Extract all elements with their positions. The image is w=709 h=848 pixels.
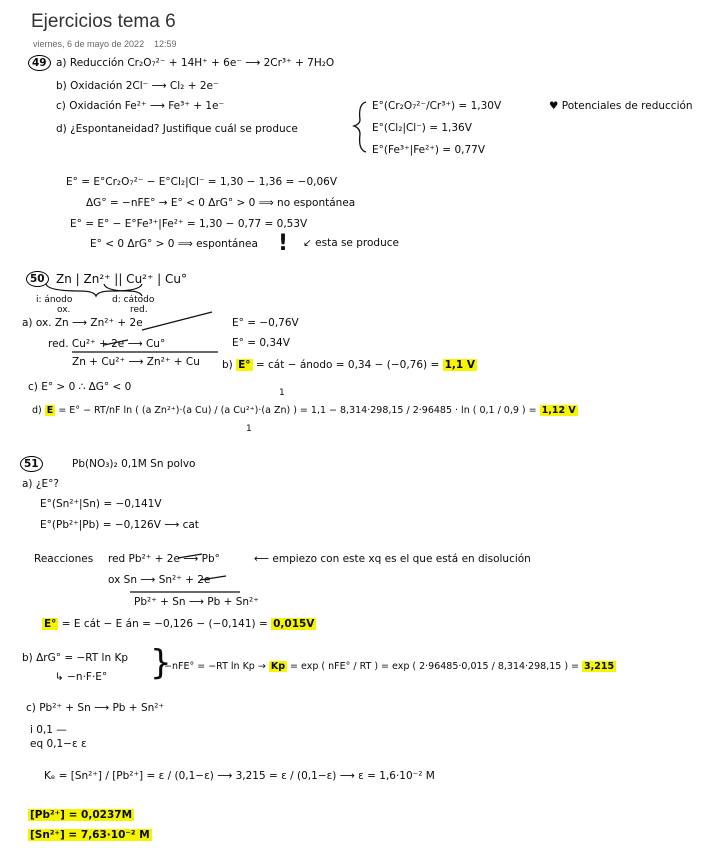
p50-oxidation: a) ox. Zn ⟶ Zn²⁺ + 2e	[22, 317, 143, 329]
crossout-ox-electrons	[142, 312, 212, 330]
p51-ice-equilibrium: eq 0,1−ε ε	[30, 738, 87, 750]
p49-part-c: c) Oxidación Fe²⁺ ⟶ Fe³⁺ + 1e⁻	[56, 100, 225, 112]
p49-calc-3: E° = E° − E°Fe³⁺|Fe²⁺ = 1,30 − 0,77 = 0,53V	[70, 218, 308, 230]
p50-subscript: 1	[246, 424, 252, 434]
page-title: Ejercicios tema 6	[31, 11, 176, 32]
p51-part-b-2: ↳ −n·F·E°	[55, 671, 108, 683]
p50-part-d-result: 1,12 V	[541, 405, 576, 416]
p49-potential-3: E°(Fe³⁺|Fe²⁺) = 0,77V	[372, 144, 486, 156]
p49-calc-1: E° = E°Cr₂O₇²⁻ − E°Cl₂|Cl⁻ = 1,30 − 1,36 = −0,06V	[66, 176, 338, 188]
p49-part-b: b) Oxidación 2Cl⁻ ⟶ Cl₂ + 2e⁻	[56, 80, 219, 92]
p50-reduction: red. Cu²⁺ + 2e ⟶ Cu°	[48, 338, 166, 350]
anode-brace	[46, 284, 142, 296]
p51-potential-pb: E°(Pb²⁺|Pb) = −0,126V ⟶ cat	[40, 519, 199, 531]
p49-calc-2: ΔG° = −nFE° → E° < 0 ΔrG° > 0 ⟹ no espontánea	[86, 197, 356, 209]
p51-reduction: red Pb²⁺ + 2e ⟶ Pb°	[108, 553, 220, 565]
p51-potential-sn: E°(Sn²⁺|Sn) = −0,141V	[40, 498, 162, 510]
p49-potential-1: E°(Cr₂O₇²⁻/Cr³⁺) = 1,30V	[372, 100, 502, 112]
p51-ice-initial: i 0,1 —	[30, 724, 67, 736]
p50-part-c: c) E° > 0 ∴ ΔG° < 0	[28, 381, 132, 393]
p49-part-d: d) ¿Espontaneidad? Justifique cuál se produce	[56, 123, 298, 135]
problem-50-number: 50	[26, 271, 49, 287]
p50-global-reaction: Zn + Cu²⁺ ⟶ Zn²⁺ + Cu	[72, 356, 200, 368]
crossout-p51-ox-electrons	[200, 576, 226, 580]
p50-cathode-label: d: cátodo	[112, 295, 155, 305]
p51-header: Pb(NO₃)₂ 0,1M Sn polvo	[72, 458, 196, 470]
p51-result-sn: [Sn²⁺] = 7,63·10⁻² M	[30, 829, 150, 841]
p49-part-a: a) Reducción Cr₂O₇²⁻ + 14H⁺ + 6e⁻ ⟶ 2Cr³⁺ + 7H₂O	[56, 57, 335, 69]
p51-global-reaction: Pb²⁺ + Sn ⟶ Pb + Sn²⁺	[134, 596, 259, 608]
potentials-brace	[354, 102, 366, 152]
p51-part-a: a) ¿E°?	[22, 478, 59, 490]
problem-51-number: 51	[20, 456, 43, 472]
cathode-brace	[104, 284, 142, 296]
p51-reduction-note: ⟵ empiezo con este xq es el que está en disolución	[254, 553, 531, 565]
page-time: 12:59	[154, 39, 177, 49]
p51-reactions-label: Reacciones	[34, 553, 94, 565]
p49-calc-4-note: ↙ esta se produce	[303, 237, 399, 249]
brace: }	[150, 643, 172, 683]
p51-part-c-reaction: c) Pb²⁺ + Sn ⟶ Pb + Sn²⁺	[26, 702, 165, 714]
p49-calc-4: E° < 0 ΔrG° > 0 ⟹ espontánea	[90, 238, 258, 250]
p50-oxidation-potential: E° = −0,76V	[232, 317, 299, 329]
crossout-red-electrons	[104, 340, 128, 345]
p49-potential-2: E°(Cl₂|Cl⁻) = 1,36V	[372, 122, 472, 134]
problem-49-number: 49	[28, 55, 51, 71]
p51-part-b-equation: −nFE° = −RT ln Kp → Kp = exp ( nFE° / RT ) = exp ( 2·96485·0,015 / 8,314·298,15 ) = 3,215	[164, 661, 615, 672]
p51-cell-potential: E° = E cát − E án = −0,126 − (−0,141) = 0,015V	[44, 618, 315, 630]
p50-reduction-potential: E° = 0,34V	[232, 337, 290, 349]
crossout-p51-red-electrons	[178, 554, 202, 558]
p51-result-pb: [Pb²⁺] = 0,0237M	[30, 809, 133, 821]
p50-cell-notation: Zn | Zn²⁺ || Cu²⁺ | Cu°	[56, 272, 187, 286]
p50-part-d: d) E = E° − RT/nF ln ( (a Zn²⁺)·(a Cu) / (a Cu²⁺)·(a Zn) ) = 1,1 − 8,314·298,15 / 2·96485 · ln ( 0,1 / 0,9 ) = 1,12 V	[32, 405, 576, 416]
p50-part-b: b) E° = cát − ánodo = 0,34 − (−0,76) = 1,1 V	[222, 359, 475, 371]
p51-equilibrium-constant: Kₑ = [Sn²⁺] / [Pb²⁺] = ε / (0,1−ε) ⟶ 3,215 = ε / (0,1−ε) ⟶ ε = 1,6·10⁻² M	[44, 770, 435, 782]
p51-part-b-1: b) ΔrG° = −RT ln Kp	[22, 652, 128, 664]
p50-superscript: 1	[279, 388, 285, 398]
p49-potentials-note: ♥ Potenciales de reducción	[549, 100, 693, 112]
p51-kp-result: 3,215	[584, 661, 615, 672]
p50-anode-label: i: ánodo	[36, 295, 73, 305]
page-date: viernes, 6 de mayo de 2022	[33, 39, 145, 49]
exclamation-mark: !	[278, 231, 289, 256]
p51-cell-potential-result: 0,015V	[273, 618, 315, 630]
p50-cathode-sub: red.	[130, 305, 148, 315]
p50-anode-sub: ox.	[57, 305, 71, 315]
p50-part-b-result: 1,1 V	[444, 359, 475, 371]
p51-oxidation: ox Sn ⟶ Sn²⁺ + 2e	[108, 574, 211, 586]
